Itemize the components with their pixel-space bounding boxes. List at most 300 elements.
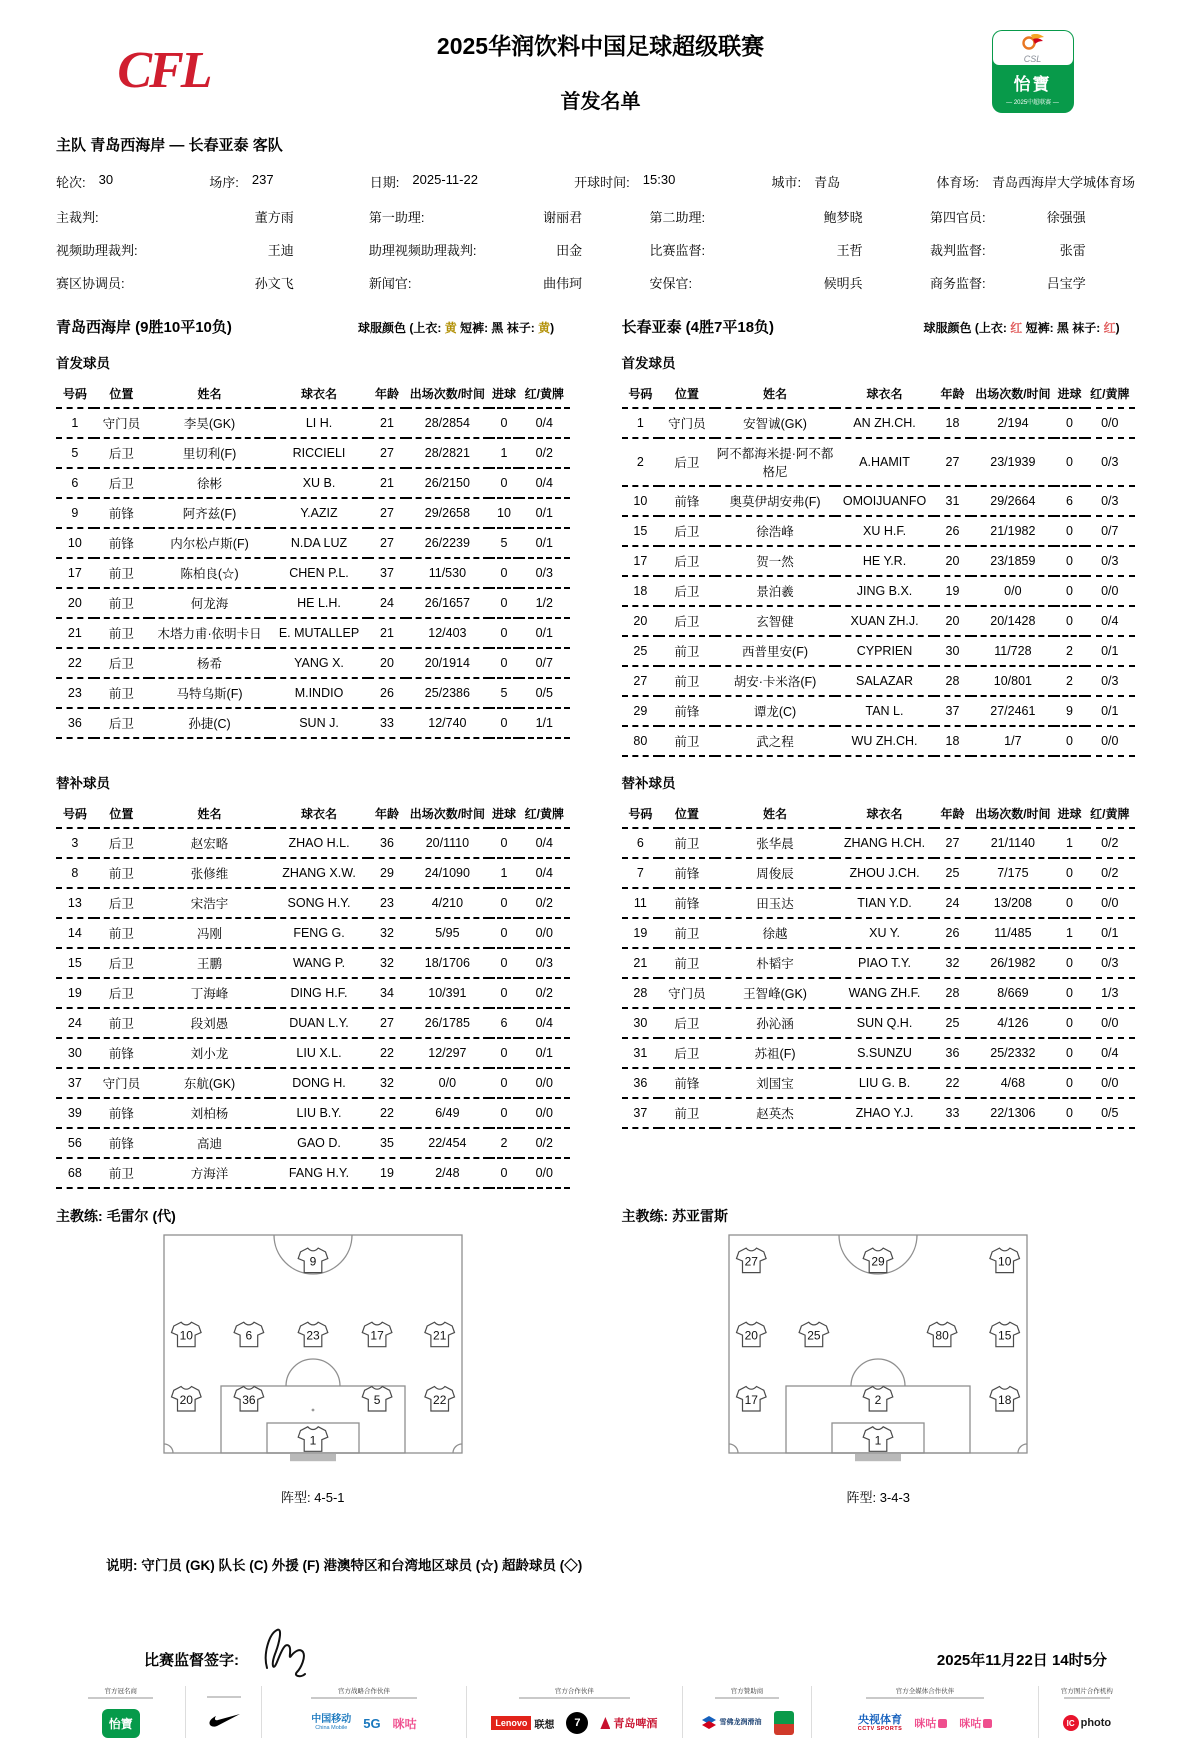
table-cell: SALAZAR [835, 666, 933, 696]
table-cell: 31 [934, 486, 972, 516]
away-starters-table [622, 380, 1136, 757]
table-cell: TAN L. [835, 696, 933, 726]
official-name: 孙文飞 [254, 276, 294, 291]
table-cell: ZHAO H.L. [270, 828, 368, 858]
player-row [622, 1068, 1136, 1098]
table-cell: 36 [934, 1038, 972, 1068]
column-header: 姓名 [715, 380, 836, 408]
away-team-title: 长春亚泰 (4胜7平18负) [621, 319, 775, 336]
official [56, 207, 369, 226]
kit-part-label: 袜子: [1068, 321, 1104, 335]
official-name: 徐强强 [1046, 210, 1086, 225]
column-header: 年龄 [368, 380, 406, 408]
table-cell: 张华晨 [715, 828, 836, 858]
table-cell: 2 [489, 1128, 519, 1158]
table-cell: 0 [1054, 576, 1084, 606]
table-cell: 前锋 [659, 858, 714, 888]
sponsor-logos-row [689, 1708, 805, 1738]
shirt-number: 23 [306, 1328, 320, 1343]
table-cell: 27 [368, 528, 406, 558]
tsingtao-beer-logo [600, 1715, 657, 1731]
table-cell: 0 [1054, 408, 1084, 438]
official-role: 第四官员: [929, 210, 986, 225]
table-cell: 0/1 [1085, 696, 1135, 726]
table-cell: 0 [489, 468, 519, 498]
shirt-number: 27 [744, 1254, 759, 1269]
sponsor-group-label: 官方合作伙伴 [554, 1688, 594, 1695]
table-cell: 0/2 [1085, 828, 1135, 858]
column-header: 号码 [622, 380, 660, 408]
tsingtao-text: 青岛啤酒 [613, 1718, 658, 1730]
table-cell: 前锋 [94, 1128, 149, 1158]
table-cell: 26 [368, 678, 406, 708]
official-name: 王哲 [836, 243, 863, 258]
table-cell: 后卫 [659, 1008, 714, 1038]
cctv-sports-logo: 央视体育 CCTV SPORTS [857, 1713, 903, 1733]
match-info-pair [56, 172, 113, 191]
match-info-pair [370, 172, 478, 191]
table-cell: 80 [622, 726, 660, 756]
table-cell: 田玉达 [715, 888, 836, 918]
table-cell: 赵宏略 [149, 828, 270, 858]
table-cell: 28/2854 [406, 408, 489, 438]
official [930, 273, 1135, 292]
table-cell: 玄智健 [715, 606, 836, 636]
official-role: 安保官: [649, 276, 693, 291]
table-cell: 29/2658 [406, 498, 489, 528]
player-row [622, 636, 1136, 666]
official-role: 比赛监督: [649, 243, 706, 258]
table-cell: 0 [1054, 978, 1084, 1008]
kit-part-value: 红 [1010, 321, 1023, 335]
shirt-number: 17 [370, 1328, 384, 1343]
table-cell: SUN J. [270, 708, 368, 738]
player-shirt-icon [863, 1248, 893, 1273]
csl-badge-caption: — 2025中超联赛 — [1006, 99, 1059, 106]
sponsor-logos-row [62, 1708, 179, 1738]
table-cell: 33 [368, 708, 406, 738]
shirt-number: 1 [309, 1433, 317, 1448]
sponsor-group-label: 官方赞助商 [730, 1688, 764, 1695]
table-cell: 20 [622, 606, 660, 636]
player-row [56, 1038, 570, 1068]
table-cell: E. MUTALLEP [270, 618, 368, 648]
pitch-diagram [728, 1234, 1028, 1463]
table-cell: 方海洋 [149, 1158, 270, 1188]
table-cell: 27 [934, 438, 972, 486]
table-cell: 徐越 [715, 918, 836, 948]
goal-bar [290, 1454, 336, 1462]
table-cell: 景泊羲 [715, 576, 836, 606]
table-cell: 14 [56, 918, 94, 948]
table-cell: 0 [489, 1098, 519, 1128]
column-header: 位置 [659, 800, 714, 828]
signature-label: 比赛监督签字: [144, 1651, 239, 1669]
table-cell: 7 [622, 858, 660, 888]
official-role: 裁判监督: [929, 243, 986, 258]
table-cell: 前锋 [659, 486, 714, 516]
table-cell: YANG X. [270, 648, 368, 678]
shirt-number: 36 [241, 1393, 256, 1407]
home-team-title: 青岛西海岸 (9胜10平10负) [56, 319, 232, 336]
official [369, 240, 650, 259]
table-cell: 25 [934, 1008, 972, 1038]
table-cell: 19 [56, 978, 94, 1008]
table-cell: 前锋 [659, 888, 714, 918]
table-cell: 前卫 [659, 1098, 714, 1128]
player-row [56, 1158, 570, 1188]
table-cell: 0/2 [519, 1128, 569, 1158]
player-row [622, 666, 1136, 696]
table-cell: 0/1 [519, 498, 569, 528]
kit-part-label: 袜子: [503, 321, 539, 335]
table-cell: 27 [368, 438, 406, 468]
shirt-number: 80 [935, 1328, 950, 1343]
official-name: 张雷 [1059, 243, 1086, 258]
table-cell: DUAN L.Y. [270, 1008, 368, 1038]
table-cell: 前锋 [94, 1098, 149, 1128]
chevron-text: 雪佛龙润滑油 [719, 1719, 762, 1727]
player-row [56, 948, 570, 978]
table-cell: 22/1306 [971, 1098, 1054, 1128]
table-cell: LIU B.Y. [270, 1098, 368, 1128]
table-cell: 19 [934, 576, 972, 606]
table-cell: 0/5 [1085, 1098, 1135, 1128]
table-cell: PIAO T.Y. [835, 948, 933, 978]
table-cell: 0 [1054, 1068, 1084, 1098]
table-cell: 王鹏 [149, 948, 270, 978]
home-subs-table [56, 800, 570, 1189]
migu-video-logo: 咪咕 [914, 1715, 947, 1731]
table-cell: 35 [368, 1128, 406, 1158]
column-header: 球衣名 [270, 380, 368, 408]
table-cell: 前卫 [94, 918, 149, 948]
shirt-number: 20 [744, 1328, 759, 1343]
signature-datetime: 2025年11月22日 14时5分 [936, 1651, 1107, 1669]
china-mobile-sub: China Mobile [315, 1725, 348, 1732]
table-cell: 0/3 [519, 558, 569, 588]
player-row [56, 978, 570, 1008]
table-cell: 0 [1054, 726, 1084, 756]
table-cell: 赵英杰 [715, 1098, 836, 1128]
table-cell: 10/801 [971, 666, 1054, 696]
info-value: 237 [251, 172, 274, 187]
player-row [56, 558, 570, 588]
player-shirt-icon [298, 1427, 328, 1452]
table-cell: 前卫 [94, 1008, 149, 1038]
sponsor-badge-icon [774, 1711, 794, 1735]
column-header: 号码 [56, 800, 94, 828]
column-header: 姓名 [715, 800, 836, 828]
table-cell: 0/1 [519, 528, 569, 558]
table-cell: 后卫 [659, 576, 714, 606]
table-cell: 0 [489, 1158, 519, 1188]
tsingtao-emblem-icon [600, 1717, 610, 1729]
table-cell: 12/297 [406, 1038, 489, 1068]
table-cell: 周俊辰 [715, 858, 836, 888]
table-cell: 22/454 [406, 1128, 489, 1158]
table-cell: 4/68 [971, 1068, 1054, 1098]
table-cell: LI H. [270, 408, 368, 438]
sponsor-group-sublabel [715, 1697, 779, 1699]
table-cell: 0/2 [1085, 858, 1135, 888]
away-team-name: 长春亚泰 [188, 137, 249, 154]
kit-part-value: 红 [1103, 321, 1116, 335]
official-name: 鲍梦晓 [823, 210, 863, 225]
table-cell: 32 [934, 948, 972, 978]
player-row [56, 1098, 570, 1128]
shirt-number: 20 [179, 1393, 193, 1407]
table-cell: SUN Q.H. [835, 1008, 933, 1038]
column-header: 出场次数/时间 [971, 800, 1054, 828]
lenovo-chinese: 联想 [534, 1719, 555, 1731]
shirt-number: 2 [874, 1393, 882, 1407]
home-starters-table [56, 380, 570, 739]
column-header: 进球 [489, 800, 519, 828]
player-row [622, 726, 1136, 756]
table-cell: CYPRIEN [835, 636, 933, 666]
table-cell: 5 [489, 528, 519, 558]
table-cell: 6 [1054, 486, 1084, 516]
table-cell: 后卫 [659, 606, 714, 636]
table-cell: 前卫 [659, 828, 714, 858]
table-cell: 17 [622, 546, 660, 576]
table-cell: 后卫 [659, 516, 714, 546]
table-cell: 何龙海 [149, 588, 270, 618]
info-label: 城市: [771, 175, 802, 190]
sponsor-footer [56, 1686, 1135, 1746]
table-cell: 前卫 [659, 666, 714, 696]
table-cell: 宋浩宇 [149, 888, 270, 918]
table-cell: 0 [1054, 1098, 1084, 1128]
away-subs-table [622, 800, 1136, 1129]
table-cell: 0/2 [519, 888, 569, 918]
table-cell: LIU X.L. [270, 1038, 368, 1068]
legend-note: 说明: 守门员 (GK) 队长 (C) 外援 (F) 港澳特区和台湾地区球员 (☆) 超龄球员 (◇) [106, 1558, 583, 1573]
table-cell: 王智峰(GK) [715, 978, 836, 1008]
china-mobile-logo: 中国移动 China Mobile [311, 1714, 352, 1732]
table-cell: 37 [56, 1068, 94, 1098]
official [56, 240, 369, 259]
official-role: 第二助理: [649, 210, 706, 225]
table-cell: 后卫 [94, 888, 149, 918]
table-cell: XU B. [270, 468, 368, 498]
table-cell: 0 [1054, 516, 1084, 546]
official-role: 视频助理裁判: [56, 243, 138, 258]
table-cell: 30 [934, 636, 972, 666]
column-header: 位置 [94, 800, 149, 828]
player-shirt-icon [990, 1248, 1020, 1273]
table-cell: HE L.H. [270, 588, 368, 618]
official-name: 候明兵 [823, 276, 863, 291]
table-cell: 0 [489, 978, 519, 1008]
table-cell: 0 [1054, 1008, 1084, 1038]
table-cell: 0/0 [1085, 1068, 1135, 1098]
home-team-name: 青岛西海岸 [90, 137, 166, 154]
player-shirt-icon [990, 1322, 1020, 1347]
table-cell: 21 [368, 408, 406, 438]
home-formation-line [56, 1487, 570, 1506]
table-cell: ZHANG X.W. [270, 858, 368, 888]
kit-part-value: 黑 [491, 321, 504, 335]
table-cell: 段刘愚 [149, 1008, 270, 1038]
column-header: 位置 [94, 380, 149, 408]
table-cell: FENG G. [270, 918, 368, 948]
player-shirt-icon [737, 1322, 767, 1347]
table-cell: 25 [934, 858, 972, 888]
player-row [622, 948, 1136, 978]
table-cell: 9 [1054, 696, 1084, 726]
table-cell: Y.AZIZ [270, 498, 368, 528]
icphoto-word: photo [1080, 1717, 1112, 1729]
table-cell: 19 [622, 918, 660, 948]
player-shirt-icon [234, 1322, 264, 1347]
table-cell: 32 [368, 918, 406, 948]
table-cell: 22 [56, 648, 94, 678]
table-cell: 2 [1054, 666, 1084, 696]
info-label: 开球时间: [574, 175, 630, 190]
player-row [56, 678, 570, 708]
table-cell: 前锋 [659, 1068, 714, 1098]
table-cell: 21 [368, 618, 406, 648]
table-cell: 前卫 [94, 618, 149, 648]
table-cell: 阿齐兹(F) [149, 498, 270, 528]
table-cell: 后卫 [94, 648, 149, 678]
table-cell: 27 [368, 1008, 406, 1038]
sponsor-group [1038, 1686, 1135, 1738]
table-cell: 28 [934, 666, 972, 696]
table-cell: 20/1428 [971, 606, 1054, 636]
sponsor-group-label: 官方冠名商 [104, 1688, 137, 1695]
official-name: 谢丽君 [543, 210, 583, 225]
player-row [56, 918, 570, 948]
table-cell: 东航(GK) [149, 1068, 270, 1098]
player-shirt-icon [863, 1427, 893, 1452]
home-kit-colors [358, 319, 554, 336]
table-cell: 0/3 [1085, 438, 1135, 486]
official [930, 207, 1135, 226]
player-shirt-icon [928, 1322, 958, 1347]
table-cell: 31 [622, 1038, 660, 1068]
table-cell: 21/1140 [971, 828, 1054, 858]
sponsor-group-sublabel [88, 1697, 153, 1699]
table-cell: 20/1914 [406, 648, 489, 678]
info-value: 30 [98, 172, 114, 187]
migu-logo: 咪咕 [392, 1716, 417, 1731]
table-cell: 13/208 [971, 888, 1054, 918]
table-cell: 朴韬宇 [715, 948, 836, 978]
sponsor-group-sublabel [866, 1697, 983, 1699]
table-cell: ZHOU J.CH. [835, 858, 933, 888]
match-info-pair [936, 172, 1135, 191]
table-cell: 贺一然 [715, 546, 836, 576]
column-header: 红/黄牌 [1085, 800, 1135, 828]
formation-label: 阵型: [846, 1490, 877, 1505]
kit-label: 球服颜色 ( [358, 321, 414, 335]
player-row [622, 888, 1136, 918]
table-cell: 29 [622, 696, 660, 726]
table-cell: 前卫 [659, 918, 714, 948]
table-cell: 0/1 [519, 1038, 569, 1068]
table-cell: 1 [56, 408, 94, 438]
table-cell: S.SUNZU [835, 1038, 933, 1068]
table-cell: 0/4 [519, 408, 569, 438]
table-cell: 28 [934, 978, 972, 1008]
table-cell: 10 [622, 486, 660, 516]
table-cell: 32 [368, 948, 406, 978]
table-cell: 10 [56, 528, 94, 558]
table-cell: 后卫 [94, 978, 149, 1008]
official [369, 273, 650, 292]
table-cell: 18/1706 [406, 948, 489, 978]
player-row [56, 588, 570, 618]
table-cell: 0 [1054, 606, 1084, 636]
away-subs-title: 替补球员 [621, 776, 676, 791]
table-cell: 17 [56, 558, 94, 588]
player-row [622, 1008, 1136, 1038]
signature-row [56, 1632, 1135, 1686]
table-cell: 丁海峰 [149, 978, 270, 1008]
table-cell: M.INDIO [270, 678, 368, 708]
table-cell: 0 [489, 828, 519, 858]
table-cell: 0 [1054, 858, 1084, 888]
kit-close: ) [550, 321, 555, 335]
table-cell: 10 [489, 498, 519, 528]
away-formation-line [622, 1487, 1136, 1506]
table-cell: 26/1785 [406, 1008, 489, 1038]
table-cell: 29 [368, 858, 406, 888]
official-role: 商务监督: [929, 276, 986, 291]
info-value: 青岛西海岸大学城体育场 [991, 175, 1135, 190]
sponsor-group-label: 官方图片合作机构 [1060, 1688, 1113, 1695]
table-cell: 29/2664 [971, 486, 1054, 516]
shirt-number: 25 [807, 1328, 821, 1343]
home-subs-table-wrap [56, 800, 570, 1189]
kit-label: 球服颜色 ( [923, 321, 979, 335]
table-cell: 刘国宝 [715, 1068, 836, 1098]
table-cell: 0/2 [519, 978, 569, 1008]
official-name: 曲伟珂 [543, 276, 583, 291]
table-cell: 后卫 [94, 828, 149, 858]
shirt-number: 18 [998, 1393, 1012, 1407]
player-row [56, 828, 570, 858]
away-formation-value: 3-4-3 [879, 1490, 911, 1505]
shirt-number: 21 [432, 1328, 447, 1343]
table-cell: 25/2332 [971, 1038, 1054, 1068]
5g-logo: 5G [363, 1715, 381, 1731]
shirt-number: 9 [309, 1254, 317, 1269]
player-shirt-icon [425, 1387, 455, 1412]
player-row [56, 468, 570, 498]
table-cell: 苏祖(F) [715, 1038, 836, 1068]
official-name: 田金 [556, 243, 583, 258]
column-header: 年龄 [368, 800, 406, 828]
sponsor-group-sublabel [519, 1697, 631, 1699]
shirt-number: 10 [179, 1328, 193, 1343]
table-cell: 6 [56, 468, 94, 498]
player-row [56, 408, 570, 438]
table-cell: 11/530 [406, 558, 489, 588]
table-cell: 前锋 [94, 1038, 149, 1068]
table-cell: 0 [489, 948, 519, 978]
player-row [622, 438, 1136, 486]
table-cell: 安智诚(GK) [715, 408, 836, 438]
player-shirt-icon [234, 1387, 264, 1412]
officials-row [56, 207, 1135, 226]
away-coach-line [622, 1206, 1136, 1226]
table-cell: FANG H.Y. [270, 1158, 368, 1188]
table-cell: 后卫 [94, 468, 149, 498]
